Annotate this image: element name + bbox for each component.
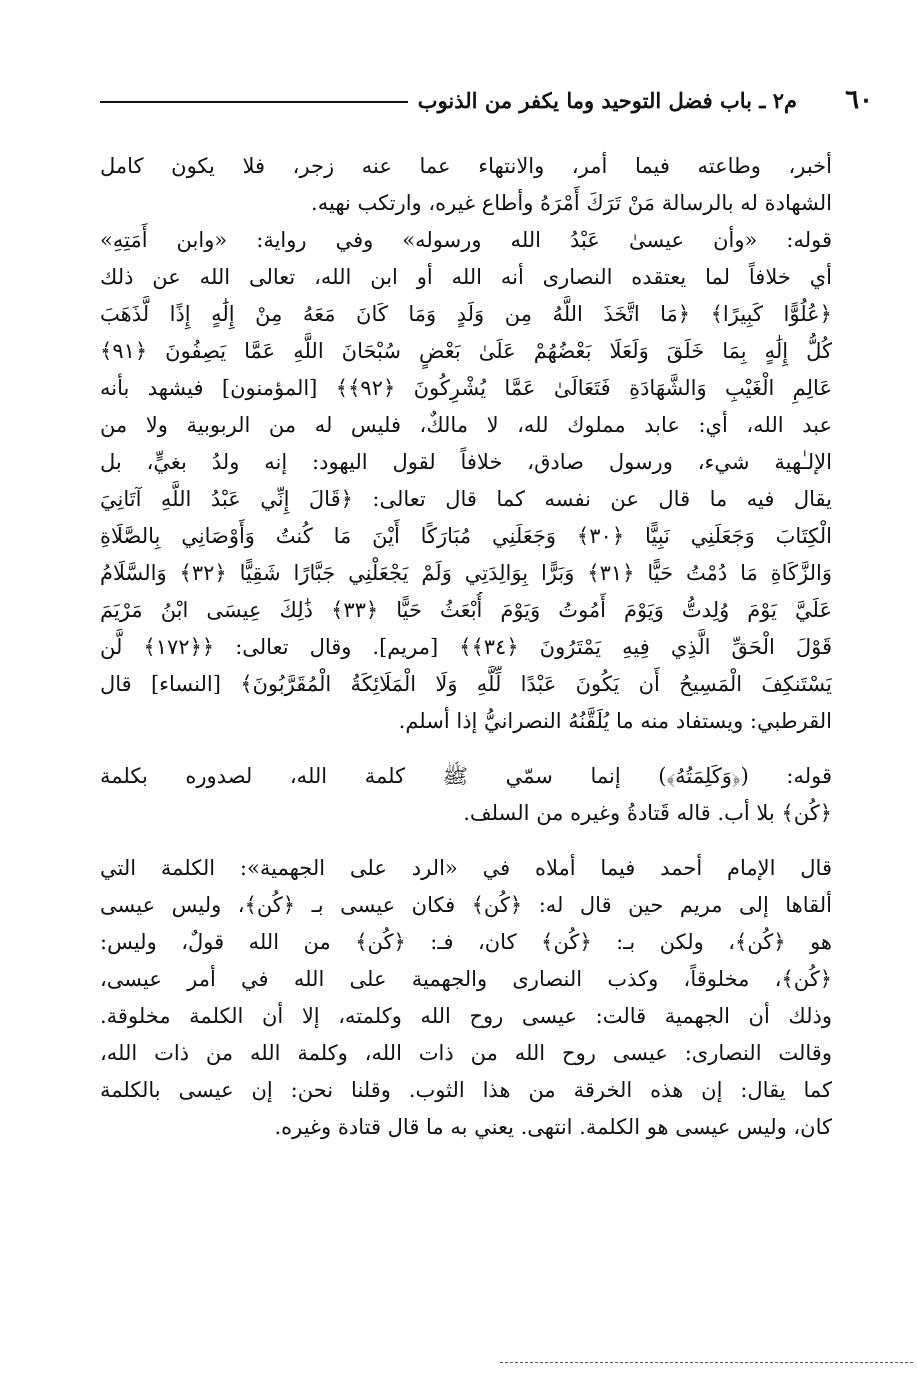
text-line: ﴿كُن﴾ بلا أب. قاله قَتادةُ وغيره من السلف. — [463, 801, 832, 825]
text-line: وذلك أن الجهمية قالت: عيسى روح الله وكلمته، إلا أن الكلمة مخلوقة. — [100, 1004, 832, 1028]
text-line: كما يقال: إن هذه الخرقة من هذا الثوب. وقلنا نحن: إن عيسى بالكلمة — [100, 1078, 832, 1102]
text-line: قَوْلَ الْحَقِّ الَّذِي فِيهِ يَمْتَرُونَ ﴿٣٤﴾﴾ [مريم]. وقال تعالى: ﴿﴿١٧٢﴾ لَّن — [100, 635, 832, 659]
text-line: قوله: (﴿وَكَلِمَتُهُ﴾) إنما سمّي ﷺ كلمة الله، لصدوره بكلمة — [100, 764, 832, 788]
paragraph-gap — [100, 740, 832, 758]
text-line: كُلُّ إِلَٰهٍ بِمَا خَلَقَ وَلَعَلَا بَعْضُهُمْ عَلَىٰ بَعْضٍ سُبْحَانَ اللَّهِ عَمَّا يَصِفُونَ ﴿٩١﴾ — [100, 339, 832, 363]
text-line: يقال فيه ما قال عن نفسه كما قال تعالى: ﴿قَالَ إِنِّي عَبْدُ اللَّهِ آتَانِيَ — [100, 487, 832, 511]
text-line: أي خلافاً لما يعتقده النصارى أنه الله أو ابن الله، تعالى الله عن ذلك — [100, 265, 832, 289]
text-line: أخبر، وطاعته فيما أمر، والانتهاء عما عنه زجر، فلا يكون كامل — [100, 154, 832, 178]
text-line: وقالت النصارى: عيسى روح الله من ذات الله، وكلمة الله من ذات الله، — [100, 1041, 832, 1065]
text-line: كان، وليس عيسى هو الكلمة. انتهى. يعني به ما قال قتادة وغيره. — [274, 1115, 832, 1139]
text-line: الشهادة له بالرسالة مَنْ تَرَكَ أَمْرَهُ وأطاع غيره، وارتكب نهيه. — [311, 191, 832, 215]
paragraph — [100, 148, 832, 222]
text-line: ﴿عُلُوًّا كَبِيرًا﴾ ﴿مَا اتَّخَذَ اللَّهُ مِن وَلَدٍ وَمَا كَانَ مَعَهُ مِنْ إِلَٰهٍ إِذًا لَّذَهَبَ — [100, 302, 832, 326]
text-line: القرطبي: ويستفاد منه ما يُلَقَّنُهُ النصرانيُّ إذا أسلم. — [398, 709, 832, 733]
text-line: وَالزَّكَاةِ مَا دُمْتُ حَيًّا ﴿٣١﴾ وَبَرًّا بِوَالِدَتِي وَلَمْ يَجْعَلْنِي جَبَّارًا شَقِيًّا ﴿٣٢﴾ وَالسَّلَامُ — [100, 561, 832, 585]
footer-rule — [500, 1362, 913, 1363]
text-line: هو ﴿كُن﴾، ولكن بـ: ﴿كُن﴾ كان، فـ: ﴿كُن﴾ من الله قولٌ، وليس: — [100, 930, 832, 954]
page-body — [100, 148, 832, 1146]
page-number: ٦٠ — [845, 85, 873, 115]
text-line: عبد الله، أي: عابد مملوك لله، لا مالكٌ، فليس له من الربوبية ولا من — [100, 413, 832, 437]
paragraph-gap — [100, 832, 832, 850]
paragraph — [100, 222, 832, 740]
text-line: قال الإمام أحمد فيما أملاه في «الرد على الجهمية»: الكلمة التي — [100, 856, 832, 880]
header-rule — [100, 101, 408, 103]
text-line: ﴿كُن﴾، مخلوقاً، وكذب النصارى والجهمية على الله في أمر عيسى، — [100, 967, 832, 991]
page-header — [100, 82, 873, 118]
text-line: ألقاها إلى مريم حين قال له: ﴿كُن﴾ فكان عيسى بـ ﴿كُن﴾، وليس عيسى — [100, 893, 832, 917]
text-line: الإلـٰهية شيء، ورسول صادق، خلافاً لقول اليهود: إنه ولدُ بغيٍّ، بل — [100, 450, 832, 474]
text-line: عَالِمِ الْغَيْبِ وَالشَّهَادَةِ فَتَعَالَىٰ عَمَّا يُشْرِكُونَ ﴿٩٢﴾﴾ [المؤمنون] فيشهد بأنه — [100, 376, 832, 400]
paragraph — [100, 758, 832, 832]
running-title: م٢ ـ باب فضل التوحيد وما يكفر من الذنوب — [417, 87, 798, 113]
text-line: عَلَيَّ يَوْمَ وُلِدتُّ وَيَوْمَ أَمُوتُ وَيَوْمَ أُبْعَثُ حَيًّا ﴿٣٣﴾ ذَٰلِكَ عِيسَى ابْنُ مَرْيَمَ — [100, 598, 832, 622]
text-line: قوله: «وأن عيسىٰ عَبْدُ الله ورسوله» وفي رواية: «وابن أَمَتِهِ» — [100, 228, 832, 252]
text-line: يَسْتَنكِفَ الْمَسِيحُ أَن يَكُونَ عَبْدًا لِّلَّهِ وَلَا الْمَلَائِكَةُ الْمُقَرَّبُونَ﴾ [النساء] قال — [100, 672, 832, 696]
paragraph — [100, 850, 832, 1146]
text-line: الْكِتَابَ وَجَعَلَنِي نَبِيًّا ﴿٣٠﴾ وَجَعَلَنِي مُبَارَكًا أَيْنَ مَا كُنتُ وَأَوْصَانِي بِالصَّلَاةِ — [100, 524, 832, 548]
